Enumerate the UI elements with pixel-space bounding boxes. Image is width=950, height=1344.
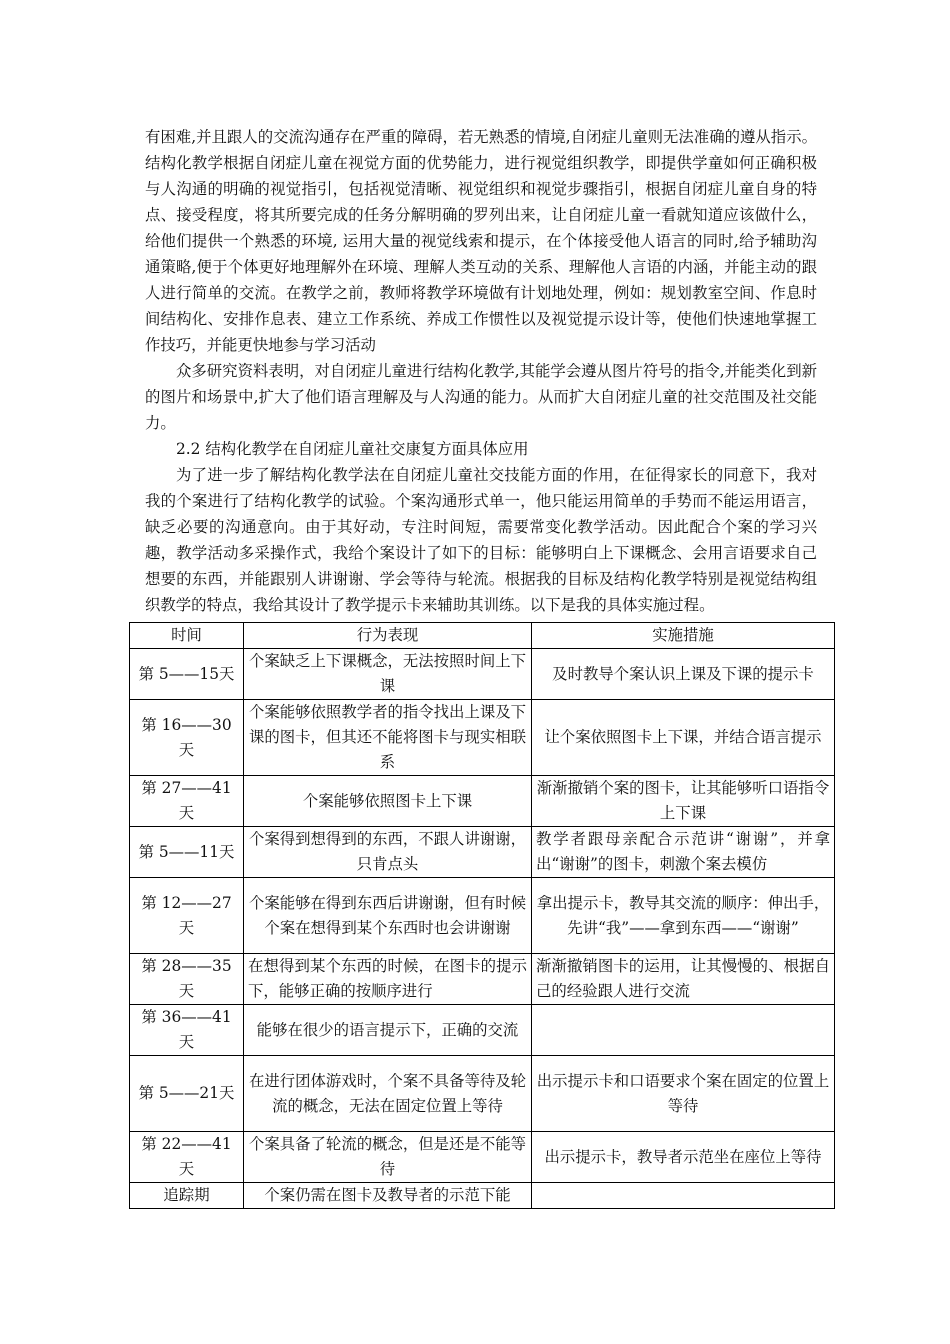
- section-heading: 2.2 结构化教学在自闭症儿童社交康复方面具体应用: [176, 440, 529, 458]
- table-row: [130, 878, 835, 954]
- table-row: [130, 1056, 835, 1132]
- cell-behavior: 个案得到想得到的东西，不跟人讲谢谢，只肯点头: [244, 827, 532, 878]
- cell-measures: 拿出提示卡，教导其交流的顺序：伸出手，先讲“我”——拿到东西——“谢谢”: [532, 878, 835, 954]
- cell-time: 第 27——41天: [130, 776, 244, 827]
- cell-measures: 教学者跟母亲配合示范讲“谢谢”，并拿出“谢谢”的图卡，刺激个案去模仿: [532, 827, 835, 878]
- cell-behavior: 在想得到某个东西的时候，在图卡的提示下，能够正确的按顺序进行: [244, 954, 532, 1005]
- cell-measures: 及时教导个案认识上课及下课的提示卡: [532, 649, 835, 700]
- cell-measures: 渐渐撤销个案的图卡，让其能够听口语指令上下课: [532, 776, 835, 827]
- cell-measures: [532, 1005, 835, 1056]
- cell-measures: [532, 1183, 835, 1209]
- cell-measures: 让个案依照图卡上下课，并结合语言提示: [532, 700, 835, 776]
- cell-time: 第 28——35天: [130, 954, 244, 1005]
- table-header-row: [130, 623, 835, 649]
- table-row: [130, 649, 835, 700]
- cell-time: 第 36——41天: [130, 1005, 244, 1056]
- header-measures: 实施措施: [532, 623, 835, 649]
- cell-behavior: 个案能够依照图卡上下课: [244, 776, 532, 827]
- cell-behavior: 个案缺乏上下课概念，无法按照时间上下课: [244, 649, 532, 700]
- paragraph-2: 众多研究资料表明，对自闭症儿童进行结构化教学,其能学会遵从图片符号的指令,并能类化到新的图片和场景中,扩大了他们语言理解及与人沟通的能力。从而扩大自闭症儿童的社交范围及社交能力。: [145, 362, 817, 432]
- cell-time: 第 5——21天: [130, 1056, 244, 1132]
- implementation-table: [129, 622, 835, 1209]
- cell-measures: 出示提示卡和口语要求个案在固定的位置上等待: [532, 1056, 835, 1132]
- table-row: [130, 1132, 835, 1183]
- cell-behavior: 个案具备了轮流的概念，但是还是不能等待: [244, 1132, 532, 1183]
- cell-behavior: 个案能够在得到东西后讲谢谢，但有时候个案在想得到某个东西时也会讲谢谢: [244, 878, 532, 954]
- cell-time: 第 5——11天: [130, 827, 244, 878]
- document-body: [145, 124, 817, 618]
- table-row: [130, 1005, 835, 1056]
- header-time: 时间: [130, 623, 244, 649]
- cell-time: 第 12——27天: [130, 878, 244, 954]
- table-row: [130, 1183, 835, 1209]
- paragraph-3: 为了进一步了解结构化教学法在自闭症儿童社交技能方面的作用，在征得家长的同意下，我对我的个案进行了结构化教学的试验。个案沟通形式单一，他只能运用简单的手势而不能运用语言，缺乏必要的沟通意向。由于其好动，专注时间短，需要常变化教学活动。因此配合个案的学习兴趣，教学活动多采操作式，我给个案设计了如下的目标：能够明白上下课概念、会用言语要求自己想要的东西，并能跟别人讲谢谢、学会等待与轮流。根据我的目标及结构化教学特别是视觉结构组织教学的特点，我给其设计了教学提示卡来辅助其训练。以下是我的具体实施过程。: [145, 466, 817, 614]
- cell-behavior: 能够在很少的语言提示下，正确的交流: [244, 1005, 532, 1056]
- cell-time: 第 16——30天: [130, 700, 244, 776]
- cell-behavior: 在进行团体游戏时，个案不具备等待及轮流的概念，无法在固定位置上等待: [244, 1056, 532, 1132]
- cell-measures: 渐渐撤销图卡的运用，让其慢慢的、根据自己的经验跟人进行交流: [532, 954, 835, 1005]
- table-row: [130, 700, 835, 776]
- cell-behavior: 个案能够依照教学者的指令找出上课及下课的图卡，但其还不能将图卡与现实相联系: [244, 700, 532, 776]
- cell-behavior: 个案仍需在图卡及教导者的示范下能: [244, 1183, 532, 1209]
- cell-time: 第 22——41天: [130, 1132, 244, 1183]
- cell-time: 追踪期: [130, 1183, 244, 1209]
- header-behavior: 行为表现: [244, 623, 532, 649]
- table-row: [130, 776, 835, 827]
- cell-time: 第 5——15天: [130, 649, 244, 700]
- cell-measures: 出示提示卡，教导者示范坐在座位上等待: [532, 1132, 835, 1183]
- table-row: [130, 827, 835, 878]
- paragraph-1: 有困难,并且跟人的交流沟通存在严重的障碍，若无熟悉的情境,自闭症儿童则无法准确的遵从指示。结构化教学根据自闭症儿童在视觉方面的优势能力，进行视觉组织教学，即提供学童如何正确积极与人沟通的明确的视觉指引，包括视觉清晰、视觉组织和视觉步骤指引，根据自闭症儿童自身的特点、接受程度，将其所要完成的任务分解明确的罗列出来，让自闭症儿童一看就知道应该做什么，给他们提供一个熟悉的环境, 运用大量的视觉线索和提示，在个体接受他人语言的同时,给予辅助沟通策略,便于个体更好地理解外在环境、理解人类互动的关系、理解他人言语的内涵，并能主动的跟人进行简单的交流。在教学之前，教师将教学环境做有计划地处理，例如：规划教室空间、作息时间结构化、安排作息表、建立工作系统、养成工作惯性以及视觉提示设计等，使他们快速地掌握工作技巧，并能更快地参与学习活动: [145, 128, 817, 354]
- table-row: [130, 954, 835, 1005]
